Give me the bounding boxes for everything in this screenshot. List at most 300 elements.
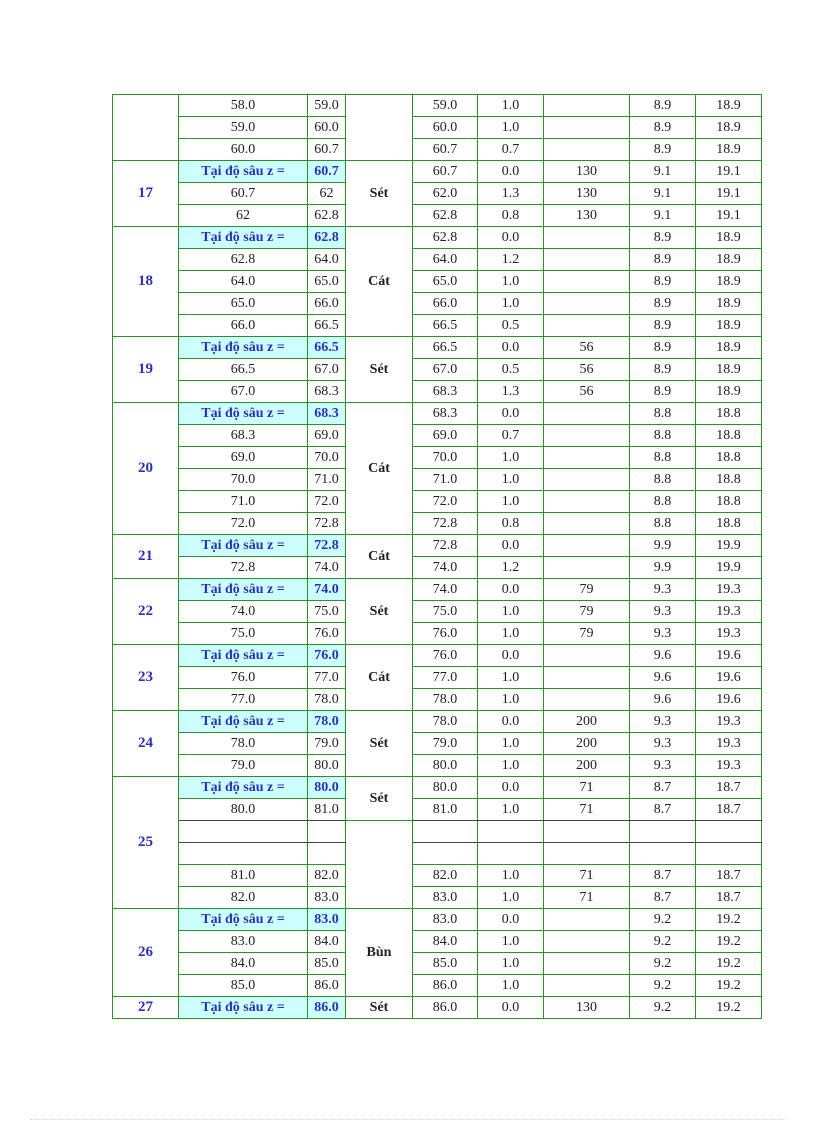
depth-cell: 66.0 (413, 293, 478, 315)
table-row (113, 997, 762, 1019)
depth-to-cell (308, 843, 346, 865)
value-cell: 18.7 (696, 799, 762, 821)
depth-cell: 86.0 (413, 997, 478, 1019)
thickness-cell: 0.0 (478, 579, 544, 601)
value-cell: 9.2 (630, 997, 696, 1019)
depth-value-cell: 76.0 (308, 645, 346, 667)
depth-value-cell: 60.7 (308, 161, 346, 183)
depth-cell: 68.3 (413, 403, 478, 425)
value-cell (544, 95, 630, 117)
value-cell: 19.3 (696, 733, 762, 755)
depth-from-cell: 77.0 (179, 689, 308, 711)
value-cell: 18.8 (696, 513, 762, 535)
value-cell: 18.9 (696, 293, 762, 315)
table-row (113, 623, 762, 645)
layer-number-cell: 23 (113, 645, 179, 711)
value-cell: 71 (544, 887, 630, 909)
thickness-cell: 0.0 (478, 997, 544, 1019)
table-row (113, 381, 762, 403)
table-row (113, 821, 762, 843)
value-cell: 8.8 (630, 425, 696, 447)
table-row (113, 117, 762, 139)
depth-label-cell: Tại độ sâu z = (179, 909, 308, 931)
value-cell: 130 (544, 161, 630, 183)
thickness-cell: 0.0 (478, 161, 544, 183)
table-row (113, 447, 762, 469)
value-cell: 19.3 (696, 579, 762, 601)
value-cell (544, 227, 630, 249)
depth-to-cell: 86.0 (308, 975, 346, 997)
value-cell: 19.6 (696, 667, 762, 689)
value-cell (544, 931, 630, 953)
table-row (113, 711, 762, 733)
depth-from-cell: 68.3 (179, 425, 308, 447)
value-cell: 79 (544, 623, 630, 645)
value-cell (544, 139, 630, 161)
value-cell: 18.8 (696, 403, 762, 425)
value-cell: 8.7 (630, 887, 696, 909)
table-row (113, 953, 762, 975)
table-row (113, 931, 762, 953)
value-cell: 130 (544, 205, 630, 227)
depth-from-cell: 84.0 (179, 953, 308, 975)
table-body (113, 95, 762, 1019)
depth-to-cell: 75.0 (308, 601, 346, 623)
thickness-cell: 1.0 (478, 755, 544, 777)
depth-to-cell: 66.0 (308, 293, 346, 315)
table-row (113, 491, 762, 513)
layer-number-cell: 20 (113, 403, 179, 535)
value-cell: 71 (544, 777, 630, 799)
depth-cell: 76.0 (413, 623, 478, 645)
depth-cell: 71.0 (413, 469, 478, 491)
value-cell (544, 667, 630, 689)
depth-label-cell: Tại độ sâu z = (179, 711, 308, 733)
thickness-cell: 0.8 (478, 513, 544, 535)
depth-to-cell: 66.5 (308, 315, 346, 337)
value-cell: 79 (544, 601, 630, 623)
depth-cell (413, 843, 478, 865)
layer-number-cell: 21 (113, 535, 179, 579)
value-cell: 9.3 (630, 755, 696, 777)
value-cell: 18.9 (696, 359, 762, 381)
depth-cell: 66.5 (413, 315, 478, 337)
depth-cell: 86.0 (413, 975, 478, 997)
value-cell (544, 645, 630, 667)
table-row (113, 579, 762, 601)
value-cell: 8.7 (630, 777, 696, 799)
layer-number-cell (113, 95, 179, 161)
thickness-cell: 0.0 (478, 645, 544, 667)
value-cell: 9.1 (630, 205, 696, 227)
depth-label-cell: Tại độ sâu z = (179, 535, 308, 557)
thickness-cell: 0.0 (478, 227, 544, 249)
table-row (113, 601, 762, 623)
depth-from-cell: 83.0 (179, 931, 308, 953)
depth-from-cell: 78.0 (179, 733, 308, 755)
value-cell (544, 293, 630, 315)
value-cell: 71 (544, 865, 630, 887)
soil-type-cell (346, 821, 413, 909)
thickness-cell: 1.2 (478, 249, 544, 271)
depth-to-cell: 76.0 (308, 623, 346, 645)
table-row (113, 425, 762, 447)
value-cell: 79 (544, 579, 630, 601)
depth-from-cell: 72.0 (179, 513, 308, 535)
depth-value-cell: 62.8 (308, 227, 346, 249)
thickness-cell: 0.0 (478, 403, 544, 425)
thickness-cell: 0.5 (478, 315, 544, 337)
depth-cell: 66.5 (413, 337, 478, 359)
value-cell: 9.9 (630, 557, 696, 579)
value-cell (630, 821, 696, 843)
thickness-cell: 1.0 (478, 601, 544, 623)
depth-cell: 82.0 (413, 865, 478, 887)
table-row (113, 887, 762, 909)
depth-from-cell: 69.0 (179, 447, 308, 469)
value-cell: 18.9 (696, 117, 762, 139)
depth-to-cell: 60.7 (308, 139, 346, 161)
table-row (113, 95, 762, 117)
value-cell: 9.6 (630, 667, 696, 689)
soil-type-cell: Sét (346, 777, 413, 821)
thickness-cell: 1.3 (478, 183, 544, 205)
soil-type-cell: Sét (346, 337, 413, 403)
value-cell: 130 (544, 183, 630, 205)
value-cell (544, 447, 630, 469)
value-cell: 18.7 (696, 777, 762, 799)
value-cell: 19.3 (696, 755, 762, 777)
value-cell: 9.3 (630, 579, 696, 601)
value-cell: 130 (544, 997, 630, 1019)
value-cell (544, 249, 630, 271)
page-bottom-dotted-line (30, 1119, 786, 1120)
depth-cell: 62.8 (413, 205, 478, 227)
value-cell: 18.7 (696, 887, 762, 909)
depth-from-cell: 85.0 (179, 975, 308, 997)
depth-cell: 77.0 (413, 667, 478, 689)
depth-cell: 84.0 (413, 931, 478, 953)
depth-to-cell: 81.0 (308, 799, 346, 821)
depth-label-cell: Tại độ sâu z = (179, 337, 308, 359)
depth-to-cell: 77.0 (308, 667, 346, 689)
value-cell: 19.9 (696, 557, 762, 579)
soil-type-cell: Bùn (346, 909, 413, 997)
depth-from-cell: 65.0 (179, 293, 308, 315)
table-row (113, 249, 762, 271)
depth-from-cell: 82.0 (179, 887, 308, 909)
table-row (113, 315, 762, 337)
depth-cell: 85.0 (413, 953, 478, 975)
value-cell: 8.8 (630, 469, 696, 491)
value-cell: 19.9 (696, 535, 762, 557)
thickness-cell: 1.0 (478, 271, 544, 293)
value-cell (544, 425, 630, 447)
value-cell (544, 469, 630, 491)
value-cell (544, 821, 630, 843)
table-row (113, 513, 762, 535)
value-cell (544, 975, 630, 997)
depth-from-cell: 75.0 (179, 623, 308, 645)
thickness-cell: 0.0 (478, 909, 544, 931)
thickness-cell: 1.0 (478, 491, 544, 513)
value-cell (696, 843, 762, 865)
thickness-cell: 1.2 (478, 557, 544, 579)
layer-number-cell: 26 (113, 909, 179, 997)
value-cell: 8.7 (630, 865, 696, 887)
table-row (113, 535, 762, 557)
value-cell: 18.9 (696, 381, 762, 403)
layer-number-cell: 25 (113, 777, 179, 909)
value-cell (544, 689, 630, 711)
depth-to-cell: 62 (308, 183, 346, 205)
depth-from-cell (179, 821, 308, 843)
depth-cell: 59.0 (413, 95, 478, 117)
depth-to-cell: 68.3 (308, 381, 346, 403)
value-cell: 9.9 (630, 535, 696, 557)
value-cell: 9.3 (630, 601, 696, 623)
value-cell: 18.9 (696, 95, 762, 117)
depth-to-cell: 83.0 (308, 887, 346, 909)
depth-value-cell: 66.5 (308, 337, 346, 359)
thickness-cell: 1.3 (478, 381, 544, 403)
depth-to-cell: 78.0 (308, 689, 346, 711)
value-cell: 18.7 (696, 865, 762, 887)
value-cell: 8.8 (630, 491, 696, 513)
value-cell: 8.9 (630, 359, 696, 381)
depth-from-cell: 70.0 (179, 469, 308, 491)
value-cell: 18.9 (696, 337, 762, 359)
value-cell: 18.8 (696, 425, 762, 447)
value-cell: 19.2 (696, 909, 762, 931)
value-cell: 18.9 (696, 271, 762, 293)
value-cell: 18.8 (696, 447, 762, 469)
depth-to-cell: 60.0 (308, 117, 346, 139)
value-cell: 19.3 (696, 601, 762, 623)
depth-cell: 75.0 (413, 601, 478, 623)
value-cell: 200 (544, 733, 630, 755)
table-row (113, 293, 762, 315)
value-cell: 9.2 (630, 975, 696, 997)
thickness-cell: 0.7 (478, 139, 544, 161)
depth-cell: 79.0 (413, 733, 478, 755)
table-row (113, 139, 762, 161)
depth-to-cell (308, 821, 346, 843)
value-cell: 8.8 (630, 513, 696, 535)
depth-value-cell: 80.0 (308, 777, 346, 799)
depth-label-cell: Tại độ sâu z = (179, 777, 308, 799)
value-cell: 71 (544, 799, 630, 821)
depth-cell: 83.0 (413, 887, 478, 909)
depth-label-cell: Tại độ sâu z = (179, 227, 308, 249)
depth-from-cell: 72.8 (179, 557, 308, 579)
value-cell: 19.6 (696, 645, 762, 667)
depth-to-cell: 80.0 (308, 755, 346, 777)
depth-cell: 69.0 (413, 425, 478, 447)
layer-number-cell: 22 (113, 579, 179, 645)
table-row (113, 403, 762, 425)
depth-value-cell: 74.0 (308, 579, 346, 601)
depth-value-cell: 68.3 (308, 403, 346, 425)
depth-to-cell: 84.0 (308, 931, 346, 953)
depth-to-cell: 72.8 (308, 513, 346, 535)
value-cell: 200 (544, 711, 630, 733)
value-cell: 9.3 (630, 733, 696, 755)
soil-layer-table (112, 94, 762, 1019)
table-row (113, 975, 762, 997)
value-cell (544, 271, 630, 293)
depth-cell: 60.7 (413, 161, 478, 183)
depth-cell: 76.0 (413, 645, 478, 667)
value-cell: 18.8 (696, 491, 762, 513)
depth-from-cell: 64.0 (179, 271, 308, 293)
depth-label-cell: Tại độ sâu z = (179, 161, 308, 183)
thickness-cell: 1.0 (478, 447, 544, 469)
depth-value-cell: 78.0 (308, 711, 346, 733)
thickness-cell: 1.0 (478, 931, 544, 953)
layer-number-cell: 27 (113, 997, 179, 1019)
value-cell (696, 821, 762, 843)
layer-number-cell: 17 (113, 161, 179, 227)
depth-cell: 60.0 (413, 117, 478, 139)
soil-type-cell: Sét (346, 161, 413, 227)
value-cell: 9.1 (630, 161, 696, 183)
depth-to-cell: 62.8 (308, 205, 346, 227)
thickness-cell (478, 843, 544, 865)
value-cell: 19.6 (696, 689, 762, 711)
value-cell: 8.9 (630, 337, 696, 359)
table-row (113, 909, 762, 931)
value-cell: 18.9 (696, 227, 762, 249)
value-cell: 19.2 (696, 997, 762, 1019)
depth-cell: 74.0 (413, 557, 478, 579)
value-cell: 56 (544, 381, 630, 403)
depth-from-cell: 62 (179, 205, 308, 227)
thickness-cell: 1.0 (478, 469, 544, 491)
value-cell: 56 (544, 359, 630, 381)
depth-cell: 80.0 (413, 777, 478, 799)
value-cell (544, 535, 630, 557)
value-cell (544, 513, 630, 535)
thickness-cell: 0.7 (478, 425, 544, 447)
table-row (113, 843, 762, 865)
table-row (113, 469, 762, 491)
depth-to-cell: 82.0 (308, 865, 346, 887)
value-cell: 8.9 (630, 381, 696, 403)
depth-cell: 78.0 (413, 689, 478, 711)
value-cell: 18.9 (696, 315, 762, 337)
table-row (113, 557, 762, 579)
depth-cell: 72.8 (413, 513, 478, 535)
depth-label-cell: Tại độ sâu z = (179, 579, 308, 601)
soil-type-cell: Sét (346, 711, 413, 777)
value-cell: 9.1 (630, 183, 696, 205)
depth-to-cell: 85.0 (308, 953, 346, 975)
depth-to-cell: 64.0 (308, 249, 346, 271)
value-cell: 19.2 (696, 931, 762, 953)
soil-type-cell: Sét (346, 579, 413, 645)
depth-cell (413, 821, 478, 843)
depth-cell: 70.0 (413, 447, 478, 469)
value-cell: 56 (544, 337, 630, 359)
table-row (113, 799, 762, 821)
thickness-cell: 0.0 (478, 777, 544, 799)
thickness-cell: 1.0 (478, 799, 544, 821)
depth-from-cell: 66.5 (179, 359, 308, 381)
value-cell: 8.9 (630, 315, 696, 337)
value-cell: 9.6 (630, 645, 696, 667)
value-cell: 9.3 (630, 623, 696, 645)
depth-to-cell: 65.0 (308, 271, 346, 293)
soil-type-cell (346, 95, 413, 161)
value-cell (544, 953, 630, 975)
value-cell: 19.3 (696, 711, 762, 733)
table-row (113, 689, 762, 711)
value-cell (630, 843, 696, 865)
depth-cell: 68.3 (413, 381, 478, 403)
thickness-cell: 1.0 (478, 953, 544, 975)
thickness-cell: 1.0 (478, 667, 544, 689)
value-cell (544, 117, 630, 139)
depth-from-cell: 59.0 (179, 117, 308, 139)
table-row (113, 161, 762, 183)
value-cell: 19.1 (696, 183, 762, 205)
soil-type-cell: Cát (346, 645, 413, 711)
depth-cell: 62.0 (413, 183, 478, 205)
depth-cell: 65.0 (413, 271, 478, 293)
value-cell: 8.8 (630, 403, 696, 425)
table-row (113, 337, 762, 359)
table-row (113, 227, 762, 249)
value-cell: 18.9 (696, 249, 762, 271)
depth-to-cell: 71.0 (308, 469, 346, 491)
layer-number-cell: 24 (113, 711, 179, 777)
layer-number-cell: 18 (113, 227, 179, 337)
depth-to-cell: 59.0 (308, 95, 346, 117)
value-cell (544, 909, 630, 931)
depth-cell: 64.0 (413, 249, 478, 271)
value-cell: 9.3 (630, 711, 696, 733)
thickness-cell: 1.0 (478, 887, 544, 909)
value-cell: 9.2 (630, 909, 696, 931)
soil-type-cell: Sét (346, 997, 413, 1019)
depth-label-cell: Tại độ sâu z = (179, 645, 308, 667)
value-cell (544, 491, 630, 513)
table-row (113, 645, 762, 667)
thickness-cell: 0.5 (478, 359, 544, 381)
depth-label-cell: Tại độ sâu z = (179, 997, 308, 1019)
table-row (113, 205, 762, 227)
depth-from-cell (179, 843, 308, 865)
thickness-cell: 0.0 (478, 337, 544, 359)
value-cell: 8.9 (630, 249, 696, 271)
value-cell (544, 557, 630, 579)
depth-to-cell: 67.0 (308, 359, 346, 381)
value-cell: 8.8 (630, 447, 696, 469)
depth-from-cell: 60.0 (179, 139, 308, 161)
value-cell: 8.7 (630, 799, 696, 821)
depth-cell: 67.0 (413, 359, 478, 381)
value-cell: 18.9 (696, 139, 762, 161)
depth-label-cell: Tại độ sâu z = (179, 403, 308, 425)
thickness-cell: 1.0 (478, 95, 544, 117)
depth-from-cell: 79.0 (179, 755, 308, 777)
depth-cell: 81.0 (413, 799, 478, 821)
table-row (113, 733, 762, 755)
table-row (113, 777, 762, 799)
thickness-cell: 1.0 (478, 293, 544, 315)
depth-from-cell: 62.8 (179, 249, 308, 271)
